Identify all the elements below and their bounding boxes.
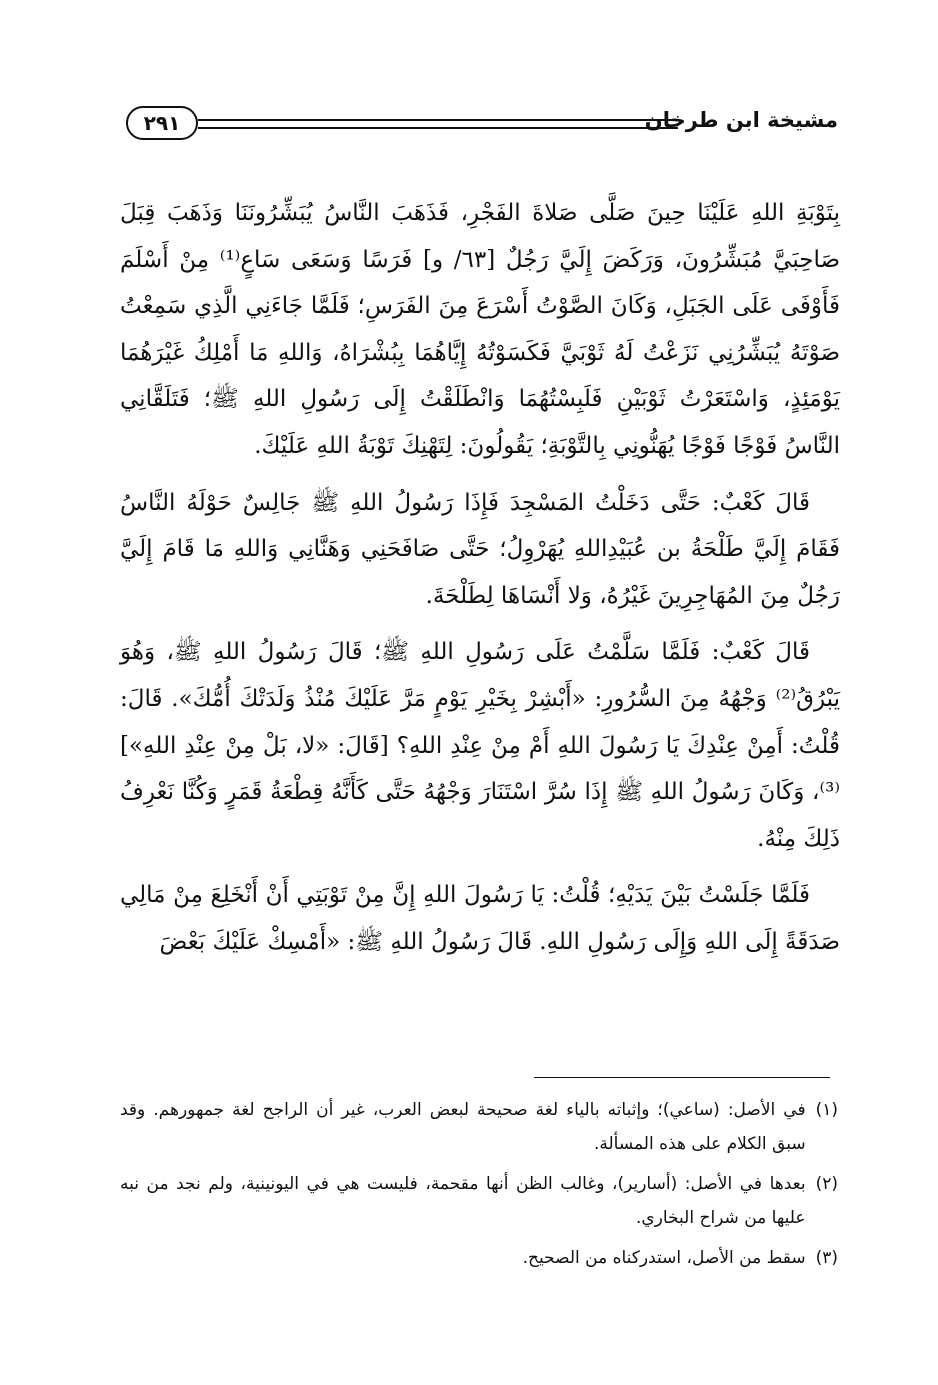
main-text bbox=[120, 190, 840, 976]
footnote-text: سقط من الأصل، استدركناه من الصحيح. bbox=[522, 1248, 806, 1268]
paragraph: قَالَ كَعْبٌ: حَتَّى دَخَلْتُ المَسْجِدَ فَإِذَا رَسُولُ اللهِ ﷺ جَالِسٌ حَوْلَهُ النَّاسُ فَقَامَ إِلَيَّ طَلْحَةُ بن عُبَيْدِاللهِ يُهَرْوِلُ؛ حَتَّى صَافَحَنِي وَهَنَّانِي وَاللهِ مَا قَامَ إِلَيَّ رَجُلٌ مِنَ المُهَاجِرِينَ غَيْرُهُ، وَلا أَنْسَاهَا لِطَلْحَةَ. bbox=[120, 489, 840, 609]
footnotes bbox=[120, 1093, 838, 1281]
paragraph: فَلَمَّا جَلَسْتُ بَيْنَ يَدَيْهِ؛ قُلْتُ: يَا رَسُولَ اللهِ إِنَّ مِنْ تَوْبَتِي أَنْ أَنْخَلِعَ مِنْ مَالِي صَدَقَةً إِلَى اللهِ وَإِلَى رَسُولِ اللهِ. قَالَ رَسُولُ اللهِ ﷺ: «أَمْسِكْ عَلَيْكَ بَعْضَ bbox=[120, 882, 840, 955]
footnote bbox=[120, 1241, 838, 1275]
footnote-text: في الأصل: (ساعي)؛ وإثباته بالياء لغة صحيحة لبعض العرب، غير أن الراجح لغة جمهورهم. وقد سبق الكلام على هذه المسألة. bbox=[120, 1100, 806, 1154]
footnote bbox=[120, 1167, 838, 1235]
paragraph: بِتَوْبَةِ اللهِ عَلَيْنَا حِينَ صَلَّى صَلاةَ الفَجْرِ، فَذَهَبَ النَّاسُ يُبَشِّرُونَنَا وَذَهَبَ قِبَلَ صَاحِبَيَّ مُبَشِّرُونَ، وَرَكَضَ إِلَيَّ رَجُلٌ [٦٣/ و] فَرَسًا وَسَعَى سَاعٍ⁽¹⁾ مِنْ أَسْلَمَ فَأَوْفَى عَلَى الجَبَلِ، وَكَانَ الصَّوْتُ أَسْرَعَ مِنَ الفَرَسِ؛ فَلَمَّا جَاءَنِي الَّذِي سَمِعْتُ صَوْتَهُ يُبَشِّرُنِي نَزَعْتُ لَهُ ثَوْبَيَّ فَكَسَوْتُهُ إِيَّاهُمَا بِبُشْرَاهُ، وَاللهِ مَا أَمْلِكُ غَيْرَهُمَا يَوْمَئِذٍ، وَاسْتَعَرْتُ ثَوْبَيْنِ فَلَبِسْتُهُمَا وَانْطَلَقْتُ إِلَى رَسُولِ اللهِ ﷺ؛ فَتَلَقَّانِي النَّاسُ فَوْجًا فَوْجًا يُهَنُّونِي بِالتَّوْبَةِ؛ يَقُولُونَ: لِتَهْنِكَ تَوْبَةُ اللهِ عَلَيْكَ. bbox=[120, 200, 841, 459]
footnote-number: (١) bbox=[815, 1100, 838, 1120]
book-title: مشيخة ابن طرخان bbox=[644, 108, 838, 132]
page-number-badge: ٢٩١ bbox=[126, 106, 198, 140]
page-header bbox=[120, 104, 838, 156]
footnote-separator bbox=[534, 1077, 830, 1078]
header-rule bbox=[198, 119, 678, 129]
footnote bbox=[120, 1093, 838, 1161]
footnote-text: بعدها في الأصل: (أسارير)، وغالب الظن أنها مقحمة، فليست هي في اليونينية، ولم نجد من نبه عليها من شراح البخاري. bbox=[120, 1174, 806, 1228]
footnote-number: (٣) bbox=[815, 1248, 838, 1268]
paragraph: قَالَ كَعْبٌ: فَلَمَّا سَلَّمْتُ عَلَى رَسُولِ اللهِ ﷺ؛ قَالَ رَسُولُ اللهِ ﷺ، وَهُوَ يَبْرُقُ⁽²⁾ وَجْهُهُ مِنَ السُّرُورِ: «أَبْشِرْ بِخَيْرِ يَوْمٍ مَرَّ عَلَيْكَ مُنْذُ وَلَدَتْكَ أُمُّكَ». قَالَ: قُلْتُ: أَمِنْ عِنْدِكَ يَا رَسُولَ اللهِ أَمْ مِنْ عِنْدِ اللهِ؟ [قَالَ: «لا، بَلْ مِنْ عِنْدِ اللهِ»]⁽³⁾، وَكَانَ رَسُولُ اللهِ ﷺ إِذَا سُرَّ اسْتَنَارَ وَجْهُهُ حَتَّى كَأَنَّهُ قِطْعَةُ قَمَرٍ وَكُنَّا نَعْرِفُ ذَلِكَ مِنْهُ. bbox=[120, 639, 841, 852]
footnote-number: (٢) bbox=[815, 1174, 838, 1194]
